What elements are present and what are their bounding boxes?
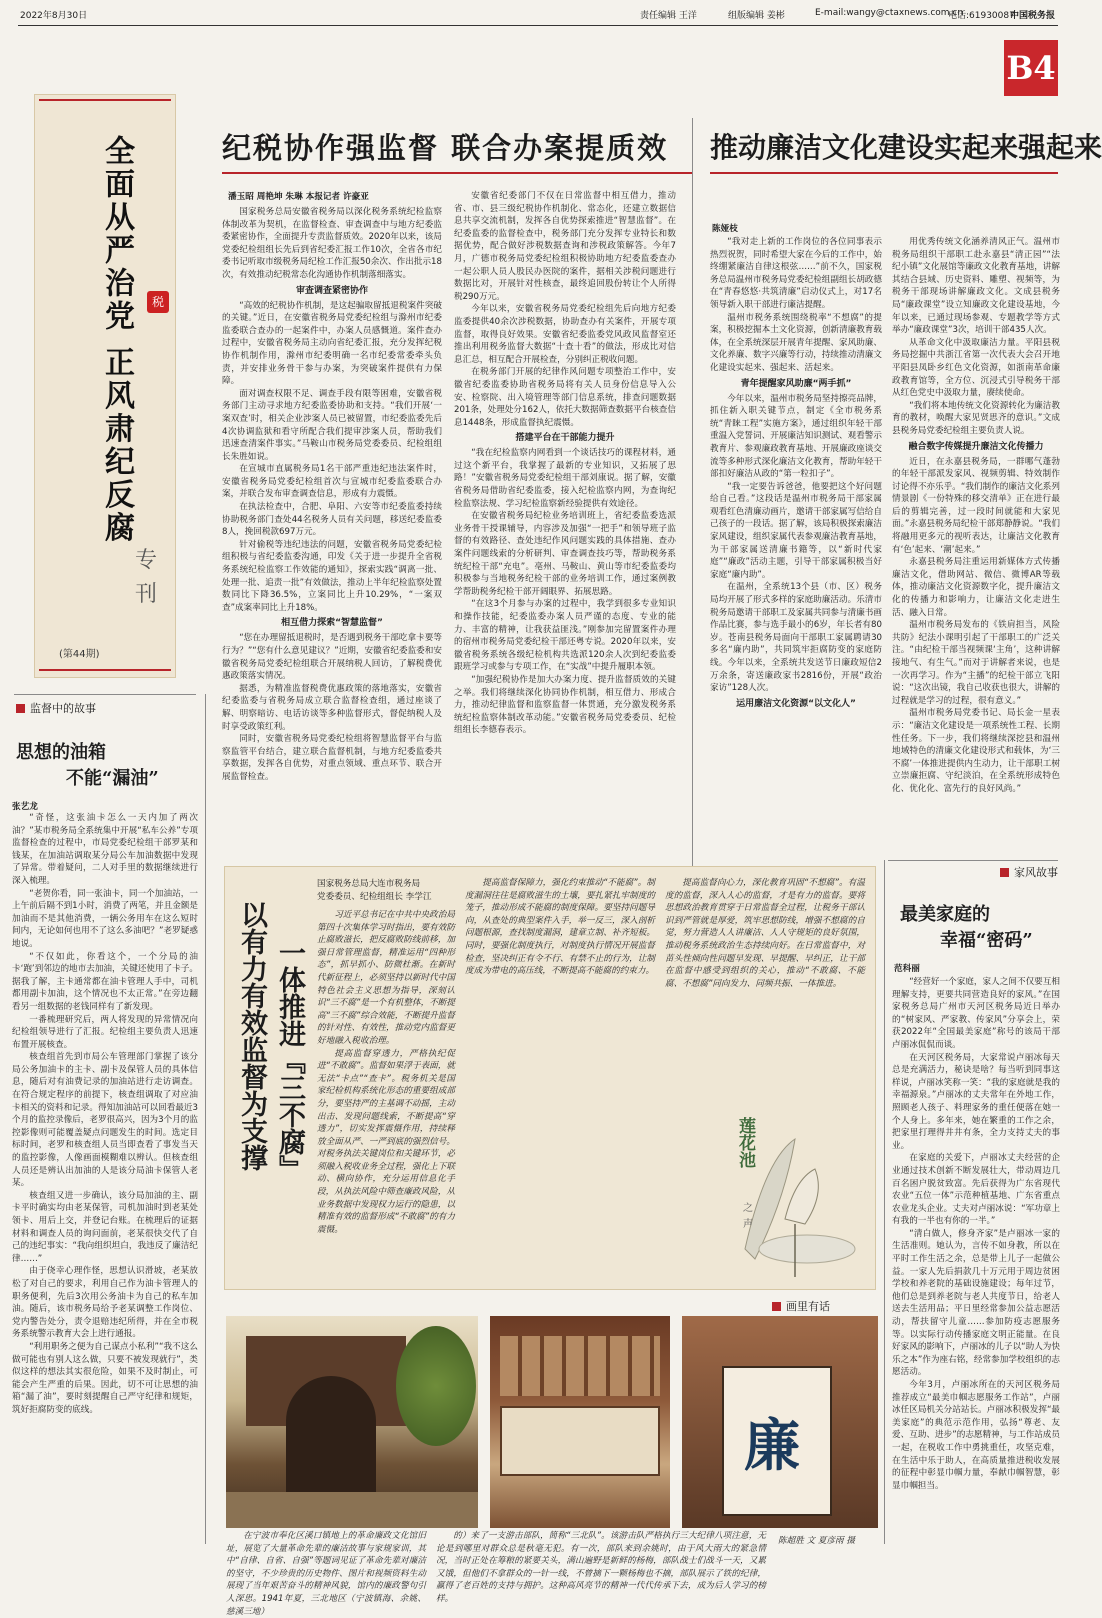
family-top-rule	[888, 860, 1058, 861]
feature-title-2: 一体推进『三不腐』	[274, 939, 305, 1182]
paragraph: 永嘉县税务局注重运用新媒体方式传播廉洁文化，借助网站、微信、微博AR等载体，推动廉洁文化资源数字化，提升廉洁文化的传播力和影响力，让廉洁文化走进生活、融入日常。	[892, 557, 1060, 618]
main-article-col2	[454, 190, 676, 886]
page-header	[20, 8, 1056, 24]
right-headline: 推动廉洁文化建设实起来强起来	[710, 131, 1102, 164]
paragraph: “在这3个月参与办案的过程中，我学到很多专业知识和操作技能，纪委监委办案人员严谨的态度、专业的能力、丰富的精神，让我获益匪浅。”刚参加完留置案件办理的宿州市税务局党委纪检干部还粤专说。2020年以来，安徽省税务系统各级纪检机构共选派120余人次到纪委监委跟班学习或参与专项工作，在“实战”中提升履职本领。	[454, 599, 676, 673]
paragraph: 温州市税务系统围绕税率“不想腐”的提案，积极挖掘本土文化资源，创新清廉教育载体，在全系统深层开展青年提醒、家风助廉、文化养廉、数字兴廉等行动，持续推动清廉文化建设实起来、强起来、活起来。	[710, 312, 882, 373]
paragraph: “不仅如此，你看这个，一个分局的油卡‘跑’到邻边的地市去加油，关键还使用了卡子。据我了解，主卡通常都在油卡管理人手中，司机都用副卡加油，这个情况也不太正常。”在旁边翻看另一组数据的老钱同样有了新发现。	[12, 951, 198, 1012]
paragraph: 在温州，全系统13个县（市、区）税务局均开展了形式多样的家庭助廉活动。乐清市税务局邀请干部职工及家属共同参与清廉书画作品比赛，参与选手最小的6岁，年长者有80岁。苍南县税务局面向干部职工家属聘请30多名“廉内助”，共同筑牢拒腐防变的家庭防线。今年以来，全系统共发送节日廉政短信2万余条，寄送廉政家书2816份，开展“政治家访”128人次。	[710, 582, 882, 694]
paragraph: 国家税务总局安徽省税务局以深化税务系统纪检监察体制改革为契机，在监督检查、审查调查中与地方纪委监委紧密协作，全面提升专责监督质效。2020年以来，该局党委纪检组组长先后到省纪委汇报工作10次，全省各市纪委书记听取市级税务局纪检工作汇报50余次、作出批示18次，有效推动纪税常态化沟通协作机制落细落实。	[222, 207, 442, 280]
family-section-label	[1000, 864, 1058, 880]
paragraph: “我们将本地传统文化资源转化为廉洁教育的教材，唤醒大家见贤思齐的意识。”文成县税务局党委纪检组主要负责人说。	[892, 400, 1060, 436]
masthead-seal	[147, 291, 169, 313]
paragraph: 提高监督穿透力，严格执纪促进“不敢腐”。监督如果浮于表面，就无法“卡点”“查卡”。税务机关是国家纪检机构系统化形态的重要组成部分，要坚持严的主基调不动摇，主动出击、发现问题线索，不断提高“穿透力”，切实发挥震慑作用，持续释放全面从严、一严到底的强烈信号。对税务执法关键岗位和关键环节，必须融入税收业务全过程，强化上下联动、横向协作，充分运用信息化手段，从执法风险中筛查廉政风险，从业务数据中发现权力运行的隐患，以精准有效的监督形成“不敢腐”的有力震慑。	[317, 1048, 455, 1235]
right-article-col2	[892, 236, 1060, 886]
paragraph: 今年3月，卢丽冰所在的天河区税务局推荐成立“最美巾帼志愿服务工作站”，卢丽冰任区局机关分站站长。卢丽冰积极发挥“最美家庭”的典范示范作用，弘扬“尊老、友爱、互助、进步”的志愿精神，与工作站成员一起，在税收工作中勇挑重任，攻坚克难，在生活中乐于助人，在高质量推进税收发展的征程中彰显巾帼力量，奉献巾帼智慧，彰显巾帼担当。	[892, 1380, 1060, 1491]
paragraph: 安徽省纪委部门不仅在日常监督中相互借力，推动省、市、县三级纪税协作机制化、常态化，还建立数据信息共享交流机制，发挥各自优势探索推进“智慧监督”。在纪委监委的监督检查中，税务部门充分发挥专业特长和数据优势，配合做好涉税数据查询和涉税政策解答。今年7月，广德市税务局党委纪检组积极协助地方纪委监委查办一起公职人员人股民办医院的案件，据相关涉税问题进行数据比对，开展针对性核查，最终追回股份转让个人所得税290万元。	[454, 191, 676, 302]
paragraph: 由于侥幸心理作怪，思想认识滑坡，老某放松了对自己的要求，利用自己作为油卡管理人的职务便利，先后3次用公务油卡为自己的私车加油。随后，该市税务局给予老某调整工作岗位、党内警告处分，责令退赔违纪所得，并在全市税务系统警示教育大会上进行通报。	[12, 1266, 198, 1340]
feature-col3	[665, 877, 865, 1091]
photo-door	[286, 1376, 376, 1506]
caption-text: 在宁波市奉化区溪口镇地上的革命廉政文化馆旧址，展览了大量革命先辈的廉洁故事与家规家训，其中“自律、自省、自强”等题词见证了革命先辈对廉洁的坚守，不少珍贵的历史物件、图片和视频资料生动展现了当年艰苦奋斗的精神风貌，馆内的廉政警句引人深思。1941年夏，三北地区（宁波镇海、余姚、慈溪三地）	[226, 1531, 426, 1617]
section-label-text: 画里有话	[786, 1300, 830, 1313]
caption-text: 的）来了一支游击部队，简称“三北队”。该游击队严格执行三大纪律八项注意，无论是到哪里对群众总是秋毫无犯。有一次，部队来到余姚时，由于风大雨大的紧急情况，当时正处在筹粮的紧要关头，满山遍野是新鲜的杨梅，部队战士们战斗一天，又累又饿，但他们不拿群众的一针一线，不曾摘下一颗杨梅也不摘，部队展示了铁的纪律，赢得了老百姓的支持与拥护。这种高风亮节的精神一代代传承下去，成为后人学习的榜样。	[436, 1531, 766, 1604]
editor-phone: 电话:61930087	[948, 11, 1015, 21]
paragraph: “我一定要告诉爸爸，他要把这个好问题给自己看。”这段话是温州市税务局干部家属观看红色清廉动画片，邀请干部家属写信给自己孩子的一段话。据了解，该局积极探索廉洁家风建设，组织家属代表参观廉洁教育基地，为干部家属送清廉书籍等，以“新时代家庭”“廉政”活动主题，引导干部家属积极当好家庭“廉内助”。	[710, 481, 882, 580]
gallery-credit: 陈超胜 文 夏彦雨 摄	[778, 1536, 855, 1546]
subheading: 运用廉洁文化资源“以文化人”	[736, 698, 856, 709]
masthead-issue: (第44期)	[59, 649, 100, 660]
feature-col2	[465, 877, 655, 1281]
paragraph: “您在办理留抵退税时，是否遇到税务干部吃拿卡要等行为？”“您有什么意见建议？”近期，安徽省纪委监委和安徽省税务局党委纪检组联合开展纳税人回访，了解税费优惠政策落实情况。	[222, 633, 442, 682]
feature-title-1: 以有力有效监督为支撑	[236, 901, 267, 1171]
right-article-col1	[710, 236, 882, 886]
paragraph: 同时，安徽省税务局党委纪检组将智慧监督平台与监察监管平台结合，建立联合监督机制，与地方纪委监委共享数据，发挥各自优势，对重点领域、重点环节、联合开展监督检查。	[222, 734, 442, 782]
paragraph: 面对调查权限不足、调查手段有限等困难，安徽省税务部门主动寻求地方纪委监委协助和支持。“我们开展‘一案双查’时，相关企业涉案人员已被留置，市纪委监委先后4次协调监狱和看守所配合我们提审涉案人员，帮助我们迅速查清案件事实。”马鞍山市税务局党委委员、纪检组组长朱胜如说。	[222, 388, 442, 462]
lotus-title: 莲花池	[735, 1117, 755, 1168]
feature-author-1: 国家税务总局大连市税务局	[317, 879, 421, 889]
paragraph: 从革命文化中汲取廉洁力量。平阳县税务局挖掘中共浙江省第一次代表大会召开地平阳县凤卧乡红色文化资源，如浙南革命廉政教育馆等，全方位、沉浸式引导税务干部从红色党史中汲取力量，赓续使命。	[892, 337, 1060, 399]
paragraph: 在安徽省税务局纪检业务培训班上，省纪委监委选派业务骨干授课辅导，内容涉及加强“一把手”和领导班子监督的有效路径、查处违纪作风问题实践的具体措施、查办案件问题线索的分析研判、审查调查技巧等，帮助税务系统纪检干部“充电”。亳州、马鞍山、黄山等市纪委监委均积极参与当地税务纪检干部的业务培训工作，通过案例教学帮助税务纪检干部开阔眼界、拓展思路。	[454, 511, 676, 597]
feature-box	[224, 866, 876, 1290]
story-byline: 张艺龙	[12, 802, 38, 812]
lotus-zhi: 之	[743, 1203, 753, 1214]
seal-text: 税	[151, 295, 164, 309]
subheading: 搭建平台在干部能力提升	[515, 433, 615, 444]
photo-ground	[226, 1492, 478, 1528]
gallery-section-label	[772, 1298, 830, 1314]
family-headline-2: 幸福“密码”	[940, 930, 1033, 951]
paragraph: “利用职务之便为自己谋点小私利”“我不这么做可能也有别人这么做，只要不被发现就行”，类似这样的想法其实很危险，如果不及时制止，可能会产生严重的后果。因此，切不可让思想的油箱“漏了油”，要时刻提醒自己严守纪律和规矩，筑好拒腐防变的底线。	[12, 1341, 198, 1415]
family-byline: 范科丽	[894, 964, 920, 974]
story-headline-2: 不能“漏油”	[66, 768, 159, 789]
right-headline-rule	[710, 172, 1058, 174]
paragraph: 核查组首先到市局公车管理部门掌握了该分局公务加油卡的主卡、副卡及保管人员的具体信息，随后对有油费记录的加油站进行走访调查。在符合规定程序的前提下，核查组调取了对应油卡相关的资料和记录。得知加油站可以回看最近3个月的监控录像后，老罗很高兴，因为3个月的监控影像则可能覆盖疑点问题发生的时间。选定目标时间，老罗和核查组人员当即查看了事发当天的监控影像，人像画面模糊难以辨认。但核查组人员还是辨认出加油的人是该分局油卡保管人老某。	[12, 1052, 198, 1189]
photo-sign-char: 廉	[744, 1413, 800, 1479]
family-headline-1: 最美家庭的	[900, 904, 990, 925]
feature-author-2: 党委委员、纪检组组长 李学江	[317, 892, 432, 902]
paragraph: 在宣城市直属税务局1名干部严重违纪违法案件时，安徽省税务局党委纪检组首次与宣城市纪委监委联合办案，并联合发布审查调查信息，形成有力震慑。	[222, 464, 442, 500]
paragraph: “奇怪，这张油卡怎么一天内加了两次油？”某市税务局全系统集中开展“私车公养”专项监督检查的过程中，市局党委纪检组干部罗某和钱某，在加油站调取某分局公车加油数据中发现了异常。带着疑问，二人对手里的数据继续进行深入梳理。	[12, 813, 198, 886]
subheading: 相互借力探索“智慧监督”	[281, 618, 383, 629]
paragraph: 温州市税务局发布的《铁肩担当，风险共防》纪法小课明引起了干部职工的广泛关注。“由纪检干部当视频课‘主角’，这种讲解接地气、有生气。”而对于讲解者来说，也是一次再学习。作为“主播”的纪检干部立飞阳说：“这次出镜，我自己收获也很大，讲解的过程就是学习的过程，很有意义。”	[892, 620, 1060, 706]
issue-date: 2022年8月30日	[20, 11, 88, 21]
paragraph: “高效的纪税协作机制，是这起骗取留抵退税案件突破的关键。”近日，在安徽省税务局党委纪检组与滁州市纪委监委联合查办的一起案件中，办案人员感慨道。案件查办过程中，安徽省税务局主动向省纪委汇报，充分发挥纪税协作机制作用，滁州市纪委明确一名市纪委常委牵头负责，并安排业务骨干参与办案，为突破案件提供有力保障。	[222, 300, 442, 387]
column-divider	[692, 118, 693, 888]
photo-wall-panels	[500, 1336, 660, 1396]
subheading: 审查调查紧密协作	[295, 285, 368, 296]
lotus-illustration	[725, 1099, 865, 1279]
section-marker	[772, 1302, 781, 1311]
paragraph: 温州市税务局党委书记、局长金一星表示：“廉洁文化建设是一项系统性工程、长期性任务。下一步，我们将继续深挖县和温州地域特色的清廉文化建设形式和载体，为‘三不腐’一体推进提供内生动力，让干部职工树立崇廉拒腐、守纪淡泊，在全系统形成特色化、优化化、富先行的良好风尚。”	[892, 708, 1060, 794]
right-byline: 陈娅枝	[712, 224, 738, 234]
photo-display-case	[500, 1406, 660, 1476]
section-marker	[1000, 868, 1009, 877]
gallery-photo-2	[490, 1316, 670, 1528]
paragraph: “清白做人，修身齐家”是卢丽冰一家的生活准则。她认为，言传不如身教，所以在平时工作生活之余，总是带上儿子一起做公益。一家人先后捐款几十万元用于周边贫困学校和养老院的基础设施建设；每年过节，他们总是到养老院与老人共度节日，给老人送去生活用品；平日里经常参加公益志愿活动，帮扶留守儿童……参加防疫志愿服务等。以实际行动传播家庭文明正能量。在良好家风的影响下，卢丽冰的儿子以“助人为快乐之本”作为座右铭，经常参加学校组织的志愿活动。	[892, 1228, 1060, 1378]
main-headline: 纪税协作强监督 联合办案提质效	[222, 131, 669, 165]
story-headline-1: 思想的油箱	[16, 742, 106, 763]
section-marker	[16, 704, 25, 713]
paragraph: 习近平总书记在中共中央政治局第四十次集体学习时指出，要有效防止腐败滋长，把反腐败防线前移，加强日常管理监督，精准运用“四种形态”，抓早抓小、防微杜渐。在新时代新征程上，必须坚持以新时代中国特色社会主义思想为指导，深刻认识“三不腐”是一个有机整体，不断提高“三不腐”综合效能，不断提升监督的针对性、有效性，推动党内监督更好地融入税收治理。	[317, 910, 455, 1046]
photo-tree	[396, 1326, 476, 1446]
editor-email: E-mail:wangy@ctaxnews.com.cn	[815, 8, 964, 18]
paragraph: 在税务部门开展的纪律作风问题专项整治工作中，安徽省纪委监委协助省税务局将有关人员身份信息导入公安、检察院、出入境管理等部门信息系统，排查问题数据201条，处理处分162人，依托大数据筛查数据平台核查信息1448条，形成监督执纪震慑。	[454, 367, 676, 428]
masthead-zhuan: 专	[135, 548, 158, 573]
gallery-caption-col2	[436, 1530, 766, 1604]
subheading: 青年提醒家风助廉“两手抓”	[740, 378, 852, 389]
paragraph: 在天河区税务局，大家常说卢丽冰每天总是充满活力，秘诀是啥？每当听到同事这样说，卢丽冰笑称一笑：“我的家庭就是我的幸福源泉。”卢丽冰的丈夫常年在外地工作，照顾老人孩子、料理家务的重任便落在她一个人身上。多年来，她在繁重的工作之余，把家里打理得井井有条，全力支持丈夫的事业。	[892, 1052, 1060, 1151]
paragraph: 近日，在永嘉县税务局，一群哪气蓬勃的年轻干部派发家风、视频剪辑、特效制作讨论得不亦乐乎。“我们制作的廉洁文化系列情景剧《一份特殊的移交清单》正在进行最后的剪辑完善，过一段时间就能和大家见面。”永嘉县税务局纪检干部郑静静说。“我们将融用更多元的视听表达，让廉洁文化教育有‘色’起来、‘潮’起来。”	[892, 456, 1060, 555]
section-label-text: 监督中的故事	[30, 702, 96, 715]
masthead-border-top	[39, 99, 171, 101]
story-top-rule	[14, 694, 196, 695]
paragraph: 针对偷税等违纪违法的问题，安徽省税务局党委纪检组积极与省纪委监委沟通，印发《关于进一步提升全省税务系统纪检监察工作效能的通知》，探索实践“调离一批、处理一批、追责一批”有效做法，推动上半年纪检监察处置数同比下降36.5%，立案同比上升10.29%，“一案双查”成案率同比上升18%。	[222, 539, 442, 613]
layout-credit: 组版编辑 姜彬	[728, 11, 785, 21]
paragraph: 在执法检查中，合肥、阜阳、六安等市纪委监委持续协助税务部门查处44名税务人员有关问题，移送纪委监委8人，挽回税款697万元。	[222, 502, 442, 538]
family-body	[892, 976, 1060, 1542]
masthead-kan: 刊	[135, 582, 158, 607]
paragraph: 今年以来，温州市税务局坚持擦亮品牌，抓住新入职关键节点，制定《全市税务系统“青睐工程”实施方案》，通过组织年轻干部重温入党誓词、开展廉洁知识测试、观看警示教育片、参观廉政教育基地、开展廉政座谈交流等多种形式深化廉洁文化教育，帮助年轻干部扣好廉洁从政的“第一粒扣子”。	[710, 393, 882, 480]
paragraph: “我在纪检监察内网看到一个谈话技巧的课程材料，通过这个新平台，我掌握了最新的专业知识，又拓展了思路！”安徽省税务局党委纪检组干部刘康说。据了解，安徽省税务局借助省纪委监委，接入纪检监察内网，为查询纪检监察法规、学习纪检监察新经验提供有效途径。	[454, 448, 676, 509]
paragraph: 在家庭的关爱下，卢丽冰丈夫经营的企业通过技术创新不断发展壮大，带动周边几百名困户脱贫致富。先后获得为广东省现代农业“五位一体”示范种植基地、广东省重点农业龙头企业。丈夫对卢丽冰说：“军功章上有我的一半也有你的一半。”	[892, 1153, 1060, 1227]
lotus-sheng: 声	[743, 1219, 753, 1230]
paragraph: 一番梳理研究后，两人将发现的异常情况向纪检组领导进行了汇报。纪检组主要负责人迅速布置开展核查。	[12, 1014, 198, 1050]
section-label-text: 家风故事	[1014, 866, 1058, 879]
feature-col1	[317, 909, 455, 1281]
paper-name: 中国税务报	[1010, 11, 1056, 21]
paragraph: 据悉，为精准监督税费优惠政策的落地落实，安徽省纪委监委与省税务局成立联合监督检查组，通过座谈了解、明察暗访、电话访谈等多种监督形式，督促纳税人及时享受政策红利。	[222, 683, 442, 732]
paragraph: “加强纪税协作是加大办案力度、提升监督质效的关键之举。我们将继续深化协同协作机制，相互借力、形成合力，推动纪律监督和监察监督一体贯通，充分激发税务系统纪检监察体制改革动能。”安徽省税务局党委委员、纪检组组长李德春表示。	[454, 674, 676, 736]
paragraph: 提高监督保障力，强化约束推动“不能腐”。制度漏洞往往是腐败滋生的土壤，要扎紧扎牢制度的笼子，推动形成不能腐的制度保障。要坚持问题导向，从查处的典型案件入手，举一反三，深入剖析问题根源，查找制度漏洞，建章立制、补齐短板。同时，要强化制度执行，对制度执行情况开展监督检查，坚决纠正有令不行、有禁不止的行为，让制度成为带电的高压线，不断提高不能腐的约束力。	[465, 878, 655, 977]
gallery-photo-1	[226, 1316, 478, 1528]
main-headline-rule	[222, 172, 692, 174]
masthead-border-bottom	[39, 669, 171, 671]
family-divider	[884, 860, 885, 1544]
main-article-col1	[222, 206, 442, 886]
paragraph: “我对走上新的工作岗位的各位同事表示热烈祝贺，同时希望大家在今后的工作中，始终绷紧廉洁自律这根弦……”前不久，国家税务总局温州市税务局党委纪检组副组长胡政德在“青春悠悠·共筑清廉”启动仪式上，对17名领导新入职干部进行廉洁提醒。	[710, 237, 882, 310]
paragraph: 今年以来，安徽省税务局党委纪检组先后向地方纪委监委提供40余次涉税数据，协助查办有关案件，开展专项监督，取得良好效果。安徽省纪委监委党风政风监督室还推出利用税务监督大数据“十查十看”的做法，形成比对信息汇总，相互配合开展检查，分别纠正税收问题。	[454, 304, 676, 365]
gallery-photo-3	[682, 1316, 878, 1528]
subheading: 融合数字传媒提升廉洁文化传播力	[908, 441, 1044, 452]
story-section-label	[16, 700, 96, 716]
masthead	[34, 94, 176, 678]
paragraph: 用优秀传统文化涵养清风正气。温州市税务局组织干部职工赴永嘉县“清正园”“法纪小镇”文化展馆等廉政文化教育基地，讲解其结合县域、历史资料、雕塑、视频等，为税务干部现场讲解廉政文化。文成县税务局“廉政课堂”设立知廉政文化建设基地，今年以来，已通过现场参观、专题教学等方式举办“廉政课堂”3次，培训干部435人次。	[892, 237, 1060, 336]
story-body	[12, 812, 198, 1544]
page-code: B4	[1004, 40, 1058, 96]
main-byline: 潘玉昭 周艳坤 朱琳 本报记者 许豪亚	[228, 192, 369, 202]
story-divider	[205, 694, 206, 1544]
paragraph: “经营好一个家庭，家人之间不仅要互相理解支持，更要共同营造良好的家风。”在国家税务总局广州市天河区税务局近日举办的“树家风、严家教、传家风”分享会上，荣获2022年“全国最美家庭”称号的该局干部卢丽冰侃侃而谈。	[892, 977, 1060, 1050]
masthead-title: 全面从严治党 正风肃纪反腐	[99, 135, 134, 545]
paragraph: 提高监督向心力，深化教育巩固“不想腐”。有温度的监督，深入人心的监督，才是有力的监督。要将思想政治教育贯穿于日常监督全过程，让税务干部认识到严管就是厚爱，筑牢思想防线，增强不想腐的自觉，努力营造人人讲廉洁、人人守规矩的良好氛围，推动税务系统政治生态持续向好。在日常监督中，对苗头性倾向性问题早发现、早提醒、早纠正，让干部在监督中感受到组织的关心，推动“不敢腐、不能腐、不想腐”同向发力、同频共振、一体推进。	[665, 878, 865, 989]
gallery-caption-col1	[226, 1530, 426, 1617]
header-rule	[18, 25, 1058, 26]
paragraph: “老贺你看，同一张油卡，同一个加油站，一上午前后隔不到1小时，消费了两笔，并且金额是加油而不是其他消费，一辆公务用车在这么短时间内，无论如何也用不了这么多油吧？”老罗疑惑地说。	[12, 888, 198, 949]
editor-credit: 责任编辑 王洋	[640, 11, 697, 21]
paragraph: 核查组又进一步确认，该分局加油的主、副卡平时确实均由老某保管，司机加油时到老某处领卡、用后上交，并登记台账。在梳理后的证据材料和调查人员的询问面前，老某很快交代了自己的违纪事实：“我向组织坦白，我违反了廉洁纪律……”	[12, 1190, 198, 1264]
